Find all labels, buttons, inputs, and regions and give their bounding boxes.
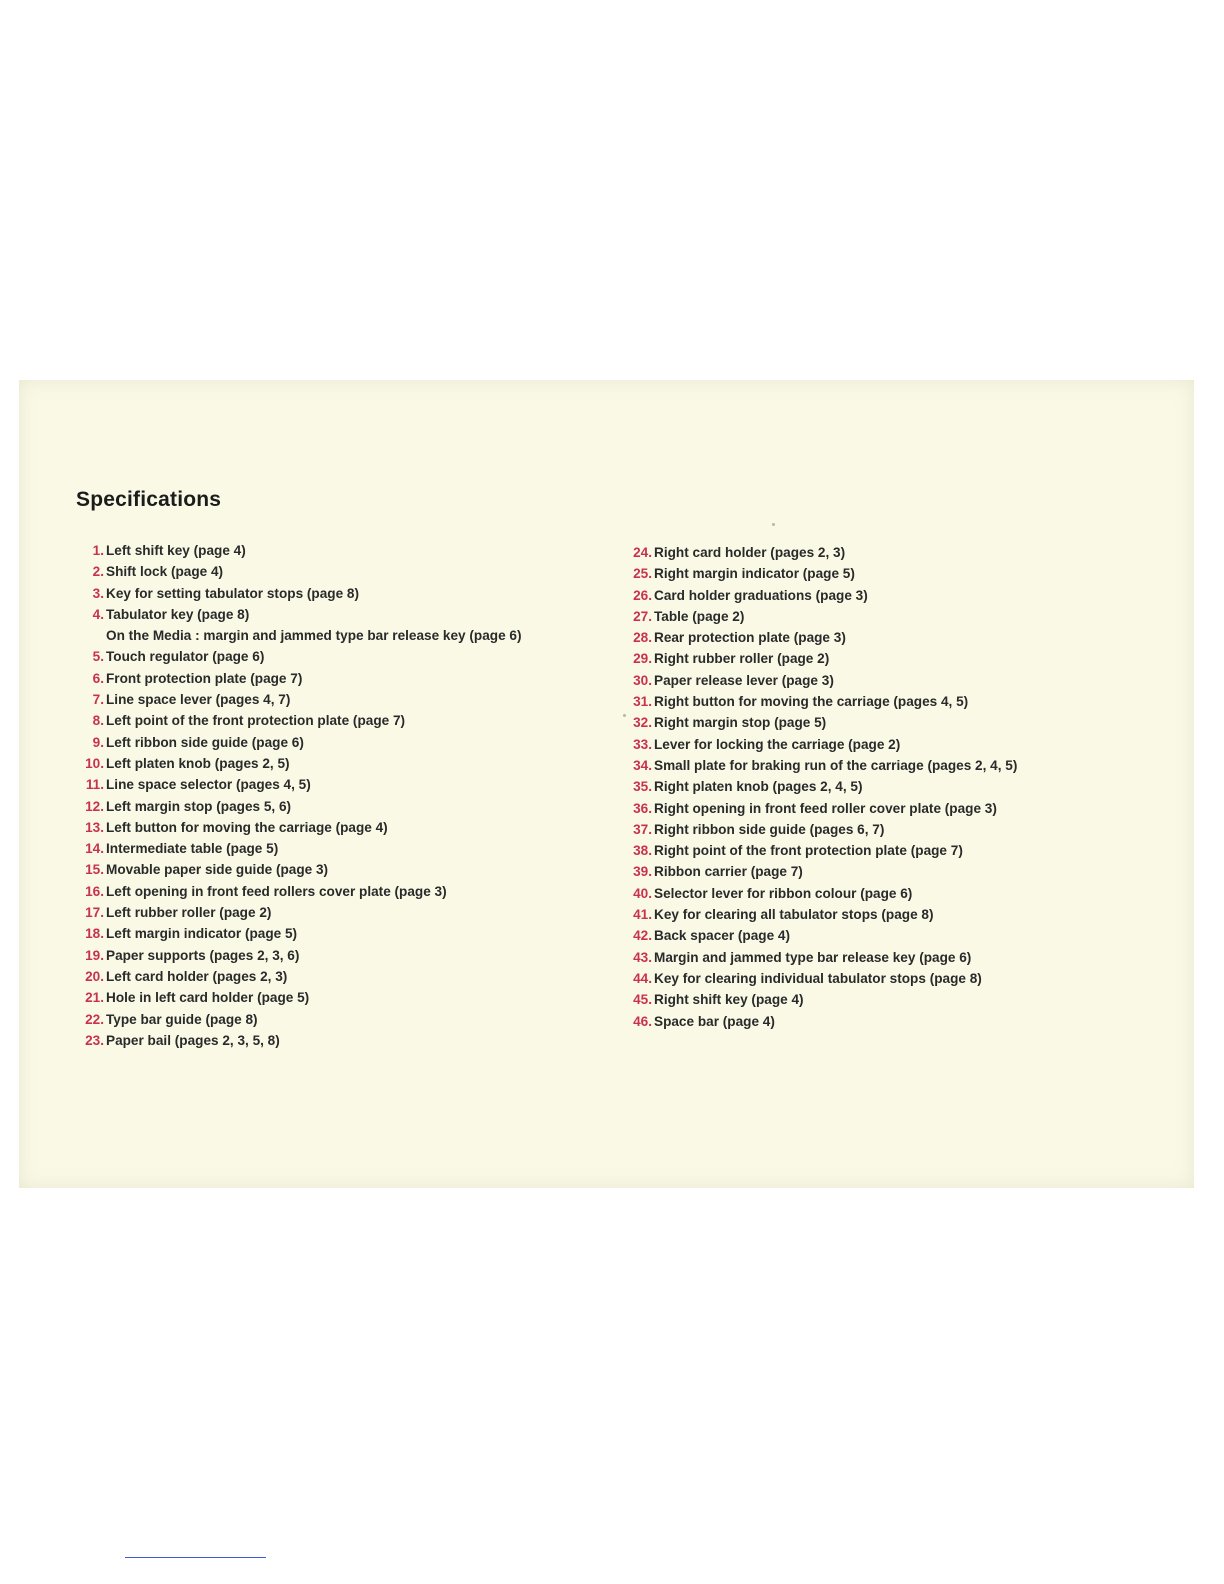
- item-text: Left point of the front protection plate (page 7): [106, 713, 406, 729]
- list-item: [623, 801, 1017, 822]
- item-number: 16.: [85, 883, 104, 899]
- footer-rule: [125, 1557, 266, 1558]
- list-item: [623, 588, 1017, 609]
- list-item: [75, 713, 522, 734]
- list-item: [623, 907, 1017, 928]
- item-text: Front protection plate (page 7): [106, 670, 303, 686]
- item-text: Left ribbon side guide (page 6): [106, 734, 304, 750]
- list-item: [75, 820, 522, 841]
- item-number: 40.: [633, 885, 652, 901]
- item-number: 29.: [633, 651, 652, 667]
- item-number: 8.: [92, 713, 104, 729]
- list-item: [75, 1012, 522, 1033]
- item-text: Intermediate table (page 5): [106, 841, 279, 857]
- item-number: 9.: [92, 734, 104, 750]
- list-item: [623, 992, 1017, 1013]
- item-number: 23.: [85, 1032, 104, 1048]
- list-item: [623, 822, 1017, 843]
- item-number: 30.: [633, 672, 652, 688]
- item-text: Key for setting tabulator stops (page 8): [106, 585, 360, 601]
- item-text: Margin and jammed type bar release key (page 6): [654, 949, 972, 965]
- list-item: [75, 649, 522, 670]
- item-text: Paper release lever (page 3): [654, 672, 834, 688]
- item-number: 1.: [92, 543, 104, 558]
- list-item: [75, 841, 522, 862]
- item-text: Right margin stop (page 5): [654, 715, 827, 731]
- list-item: [75, 735, 522, 756]
- item-number: 45.: [633, 992, 652, 1008]
- item-text: Tabulator key (page 8): [106, 606, 250, 622]
- list-item: [623, 630, 1017, 651]
- item-number: 6.: [92, 670, 104, 686]
- item-text: Paper bail (pages 2, 3, 5, 8): [106, 1032, 280, 1048]
- item-text: Right ribbon side guide (pages 6, 7): [654, 821, 885, 837]
- item-text: Right opening in front feed roller cover plate (page 3): [654, 800, 997, 816]
- list-item: [623, 694, 1017, 715]
- item-text: Line space lever (pages 4, 7): [106, 692, 291, 708]
- item-text: Paper supports (pages 2, 3, 6): [106, 947, 300, 963]
- list-item: [623, 758, 1017, 779]
- item-text: Left margin indicator (page 5): [106, 926, 298, 942]
- list-item: [623, 1014, 1017, 1035]
- list-item: [623, 737, 1017, 758]
- item-number: 35.: [633, 779, 652, 795]
- item-number: 28.: [633, 630, 652, 646]
- item-text: Back spacer (page 4): [654, 928, 791, 944]
- item-number: 43.: [633, 949, 652, 965]
- item-number: 41.: [633, 907, 652, 923]
- item-text: Left platen knob (pages 2, 5): [106, 755, 290, 771]
- item-number: 5.: [92, 649, 104, 665]
- item-number: 38.: [633, 843, 652, 859]
- item-text: Rear protection plate (page 3): [654, 630, 846, 646]
- item-text: Space bar (page 4): [654, 1013, 775, 1029]
- item-text: Right rubber roller (page 2): [654, 651, 830, 667]
- list-item: [623, 864, 1017, 885]
- page-title: Specifications: [76, 488, 222, 511]
- item-text: Movable paper side guide (page 3): [106, 862, 329, 878]
- list-item: [75, 692, 522, 713]
- item-text: Key for clearing all tabulator stops (page 8): [654, 907, 934, 923]
- list-item: [623, 566, 1017, 587]
- item-number: 15.: [85, 862, 104, 878]
- list-item: [75, 756, 522, 777]
- item-number: 25.: [633, 566, 652, 582]
- list-item: [623, 886, 1017, 907]
- item-text: Left rubber roller (page 2): [106, 905, 272, 921]
- item-number: 7.: [92, 692, 104, 708]
- paper-speck: [623, 714, 626, 717]
- item-text: Card holder graduations (page 3): [654, 587, 868, 603]
- item-number: 39.: [633, 864, 652, 880]
- item-text: Right point of the front protection plate (page 7): [654, 843, 963, 859]
- item-number: 31.: [633, 694, 652, 710]
- item-text: Right card holder (pages 2, 3): [654, 545, 846, 560]
- list-item: [75, 884, 522, 905]
- list-item: [75, 905, 522, 926]
- item-text: Shift lock (page 4): [106, 564, 224, 580]
- list-item: [623, 971, 1017, 992]
- list-note: [75, 628, 522, 649]
- item-number: 37.: [633, 821, 652, 837]
- list-item: [623, 843, 1017, 864]
- item-text: Right shift key (page 4): [654, 992, 804, 1008]
- list-item: [75, 799, 522, 820]
- item-number: 22.: [85, 1011, 104, 1027]
- item-text: Ribbon carrier (page 7): [654, 864, 803, 880]
- item-number: 27.: [633, 608, 652, 624]
- item-text: Lever for locking the carriage (page 2): [654, 736, 901, 752]
- list-item: [623, 609, 1017, 630]
- item-number: 19.: [85, 947, 104, 963]
- item-text: Left shift key (page 4): [106, 543, 246, 558]
- item-text: Key for clearing individual tabulator stops (page 8): [654, 970, 982, 986]
- item-number: 44.: [633, 970, 652, 986]
- item-number: 3.: [92, 585, 104, 601]
- item-text: Right button for moving the carriage (pages 4, 5): [654, 694, 969, 710]
- list-item: [75, 926, 522, 947]
- item-text: Right platen knob (pages 2, 4, 5): [654, 779, 863, 795]
- specifications-list-left: [75, 543, 522, 1054]
- list-item: [623, 779, 1017, 800]
- item-number: 13.: [85, 819, 104, 835]
- list-item: [75, 969, 522, 990]
- item-text: Left card holder (pages 2, 3): [106, 968, 288, 984]
- specifications-list-right: [623, 545, 1017, 1035]
- list-item: [623, 950, 1017, 971]
- item-number: 20.: [85, 968, 104, 984]
- item-text: On the Media : margin and jammed type bar release key (page 6): [106, 628, 522, 644]
- list-item: [623, 673, 1017, 694]
- list-item: [75, 990, 522, 1011]
- item-text: Left margin stop (pages 5, 6): [106, 798, 292, 814]
- list-item: [75, 543, 522, 564]
- item-text: Table (page 2): [654, 608, 745, 624]
- item-number: 4.: [92, 606, 104, 622]
- item-number: 46.: [633, 1013, 652, 1029]
- list-item: [75, 671, 522, 692]
- item-text: Touch regulator (page 6): [106, 649, 265, 665]
- item-text: Small plate for braking run of the carriage (pages 2, 4, 5): [654, 757, 1018, 773]
- item-number: 26.: [633, 587, 652, 603]
- item-number: 24.: [633, 545, 652, 560]
- paper-speck: [772, 523, 775, 526]
- item-number: 18.: [85, 926, 104, 942]
- item-number: 2.: [92, 564, 104, 580]
- list-item: [75, 564, 522, 585]
- item-number: 17.: [85, 905, 104, 921]
- item-text: Left opening in front feed rollers cover plate (page 3): [106, 883, 447, 899]
- item-text: Type bar guide (page 8): [106, 1011, 258, 1027]
- list-item: [623, 545, 1017, 566]
- list-item: [75, 777, 522, 798]
- item-number: 34.: [633, 757, 652, 773]
- item-text: Hole in left card holder (page 5): [106, 990, 310, 1006]
- item-number: 32.: [633, 715, 652, 731]
- list-item: [75, 1033, 522, 1054]
- list-item: [623, 715, 1017, 736]
- list-item: [623, 928, 1017, 949]
- scanned-page: [19, 380, 1194, 1188]
- item-number: 14.: [85, 841, 104, 857]
- list-item: [75, 586, 522, 607]
- item-number: 36.: [633, 800, 652, 816]
- item-text: Selector lever for ribbon colour (page 6): [654, 885, 913, 901]
- item-text: Right margin indicator (page 5): [654, 566, 855, 582]
- item-text: Line space selector (pages 4, 5): [106, 777, 311, 793]
- item-number: 10.: [85, 755, 104, 771]
- list-item: [75, 948, 522, 969]
- item-number: 11.: [85, 777, 104, 793]
- list-item: [75, 862, 522, 883]
- list-item: [623, 651, 1017, 672]
- item-number: 42.: [633, 928, 652, 944]
- item-text: Left button for moving the carriage (page 4): [106, 819, 388, 835]
- item-number: 33.: [633, 736, 652, 752]
- item-number: 12.: [85, 798, 104, 814]
- item-number: 21.: [85, 990, 104, 1006]
- list-item: [75, 607, 522, 628]
